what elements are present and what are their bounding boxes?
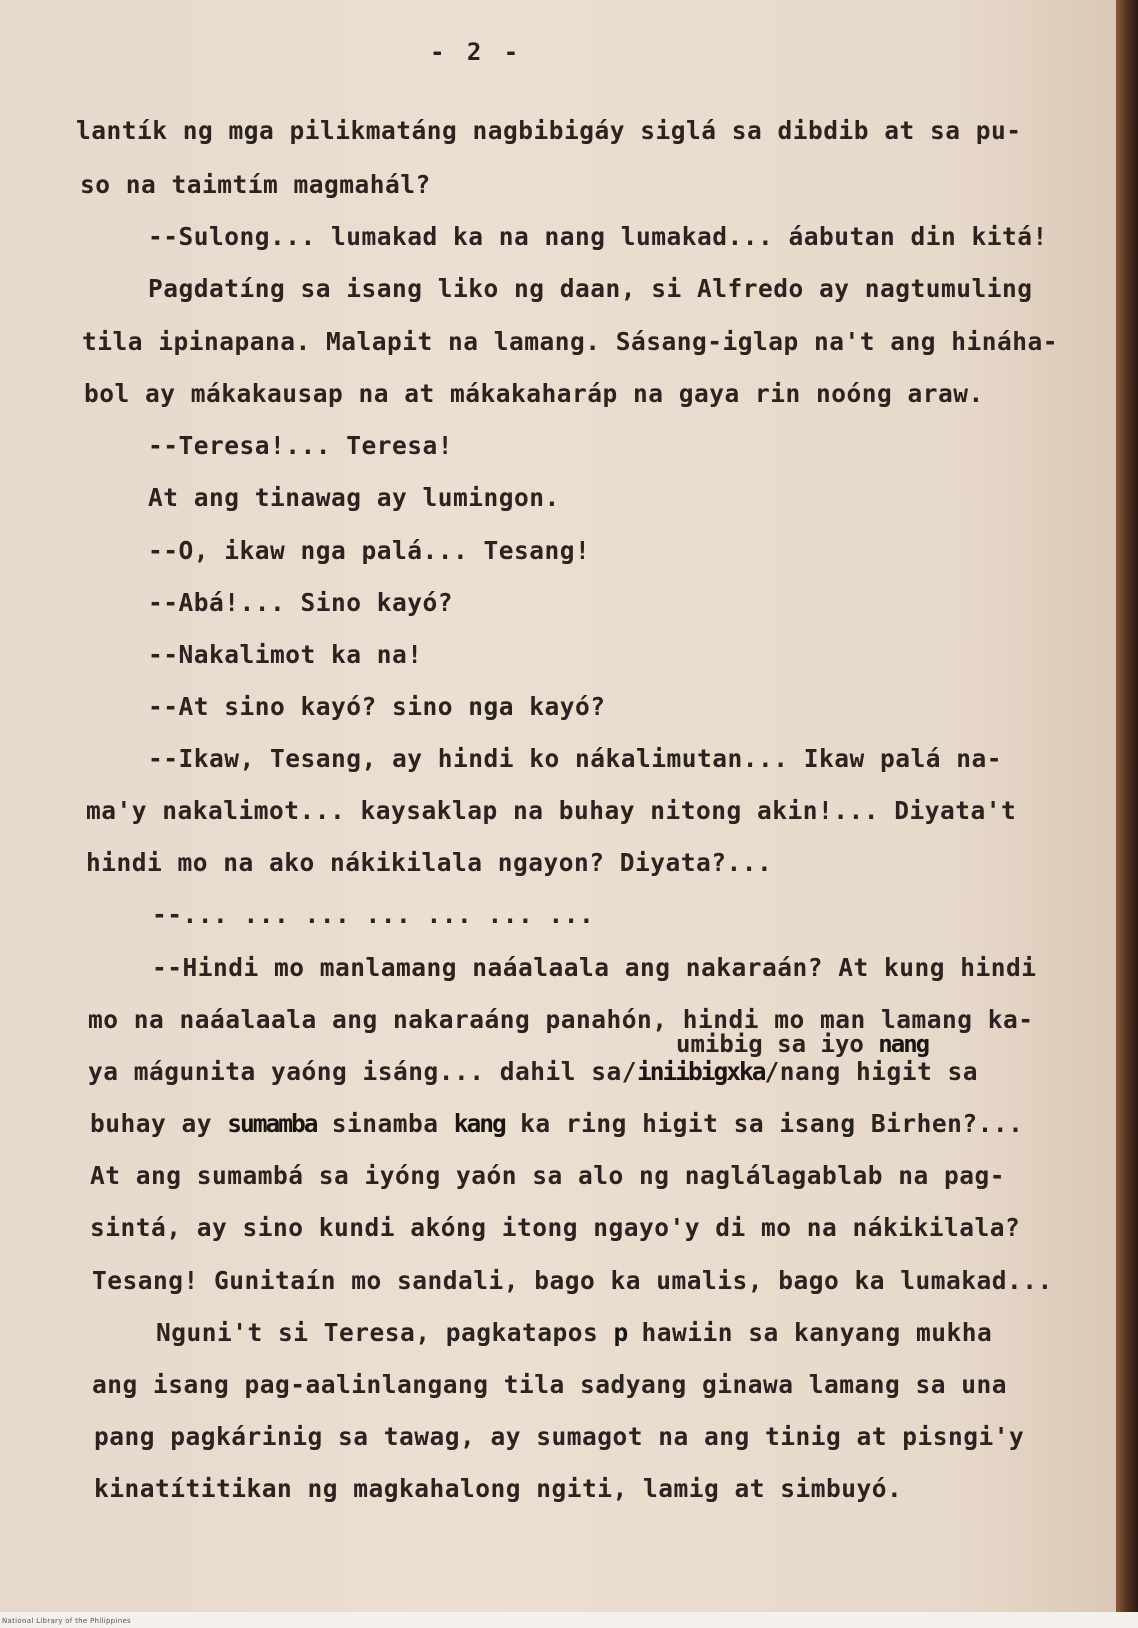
bleed-through-text [470,440,590,464]
text-line [156,1318,992,1347]
text-line: lantík ng mga pilikmatáng nagbibigáy siglá sa dibdib at sa pu- [76,116,1022,145]
text-line: ma'y nakalimot... kaysaklap na buhay nitong akin!... Diyata't [86,796,1017,825]
text-segment: ka ring higit sa isang Birhen?... [504,1109,1024,1138]
footer-credit: National Library of the Philippines [2,1617,131,1625]
text-segment: /nang higit sa [764,1057,979,1086]
struck-word: p [613,1318,627,1347]
struck-word: sumamba [227,1109,317,1138]
text-line: mo na naáalaala ang nakaraáng panahón, hindi mo man lamang ka- [88,1005,1034,1034]
text-line: --Abá!... Sino kayó? [148,588,454,617]
text-line: bol ay mákakausap na at mákakaharáp na gaya rin noóng araw. [84,379,984,408]
text-line [90,1109,1023,1138]
interline-text: umibig sa iyo [676,1030,879,1058]
interlinear-correction [676,1030,928,1058]
footer-strip [0,1612,1138,1628]
text-line: --Hindi mo manlamang naáalaala ang nakaraán? At kung hindi [152,953,1037,982]
text-segment: sinamba [316,1109,454,1138]
page-number: - 2 - [430,38,523,66]
text-line: --Teresa!... Teresa! [148,431,454,460]
text-line: hindi mo na ako nákikilala ngayon? Diyata?... [86,848,773,877]
text-line: --O, ikaw nga palá... Tesang! [148,536,591,565]
text-line: --... ... ... ... ... ... ... [152,900,595,929]
text-segment: ya mágunita yaóng isáng... dahil sa/ [88,1057,638,1086]
text-line: kinatítitikan ng magkahalong ngiti, lamig at simbuyó. [94,1474,903,1503]
text-line: Tesang! Gunitaín mo sandali, bago ka umalis, bago ka lumakad... [92,1266,1053,1295]
text-line [88,1057,978,1086]
text-line: --Ikaw, Tesang, ay hindi ko nákalimutan... Ikaw palá na- [148,744,1003,773]
struck-word: kang [453,1109,505,1138]
text-segment: hawiin sa kanyang mukha [626,1318,993,1347]
text-line: At ang sumambá sa iyóng yaón sa alo ng naglálagablab na pag- [90,1161,1006,1190]
page-edge-shadow [1116,0,1138,1628]
struck-word: iniibigxka [637,1057,765,1086]
text-line: --At sino kayó? sino nga kayó? [148,692,606,721]
text-line: pang pagkárinig sa tawag, ay sumagot na ang tinig at pisngi'y [94,1422,1025,1451]
text-line: At ang tinawag ay lumingon. [148,483,560,512]
text-line: so na taimtím magmahál? [80,170,431,199]
text-segment: Nguni't si Teresa, pagkatapos [156,1318,614,1347]
text-line: tila ipinapana. Malapit na lamang. Sásang-iglap na't ang hináha- [82,327,1059,356]
text-segment: buhay ay [90,1109,228,1138]
text-line: sintá, ay sino kundi akóng itong ngayo'y di mo na nákikilala? [90,1213,1021,1242]
struck-word: nang [878,1030,929,1058]
text-line: Pagdatíng sa isang liko ng daan, si Alfredo ay nagtumuling [148,274,1033,303]
text-line: ang isang pag-aalinlangang tila sadyang ginawa lamang sa una [92,1370,1008,1399]
text-line: --Nakalimot ka na! [148,640,423,669]
text-line: --Sulong... lumakad ka na nang lumakad... áabutan din kitá! [148,222,1048,251]
